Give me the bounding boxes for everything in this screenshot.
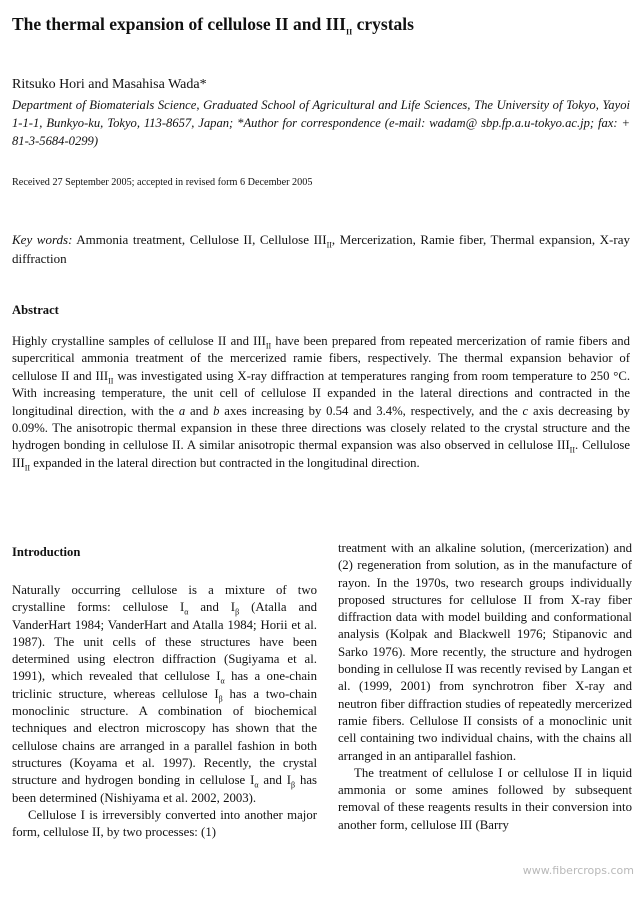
right-column xyxy=(338,540,632,834)
abstract-heading: Abstract xyxy=(12,303,59,317)
affiliation: Department of Biomaterials Science, Graduated School of Agricultural and Life Sciences, The University of Tokyo, Yayoi 1-1-1, Bunkyo-ku, Tokyo, 113-8657, Japan; *Author for correspondence (e-mail: wadam@ sbp.fp.a.u-tokyo.ac.jp; fax: + 81-3-5684-0299) xyxy=(12,98,630,148)
left-column xyxy=(12,582,317,841)
intro-paragraph-1: Naturally occurring cellulose is a mixture of two crystalline forms: cellulose $I_\alpha$ and $I_\beta$ (Atalla and VanderHart 1984; VanderHart and Atalla 1984; Horii et al. 1987). The unit cells of these structures have been determined using electron diffraction (Sugiyama et al. 1991), which revealed that cellulose $I_\alpha$ has a one-chain triclinic structure, whereas cellulose $I_\beta$ has a two-chain monoclinic structure. A combination of biochemical techniques and electron microscopy has shown that the cellulose chains are arranged in a parallel fashion in both structures (Koyama et al. 1997). Recently, the crystal structure and hydrogen bonding in cellulose $I_\alpha$ and $I_\beta$ has been determined (Nishiyama et al. 2002, 2003). xyxy=(12,583,318,805)
received-date: Received 27 September 2005; accepted in revised form 6 December 2005 xyxy=(12,177,313,188)
paper-title: The thermal expansion of cellulose II and $III_{II}$ crystals xyxy=(12,14,414,37)
keywords-label: Key words: xyxy=(12,232,73,247)
intro-paragraph-4: The treatment of cellulose I or cellulose II in liquid ammonia or some amines followed by subsequent removal of these reagents results in their conversion into another form, cellulose III (Barry xyxy=(338,765,632,832)
keywords: Key words: Ammonia treatment, Cellulose II, Cellulose $III_{II}$, Mercerization, Ramie fiber, Thermal expansion, X-ray diffraction xyxy=(12,232,630,266)
intro-paragraph-2: Cellulose I is irreversibly converted into another major form, cellulose II, by two processes: (1) xyxy=(12,807,317,840)
abstract-text: Highly crystalline samples of cellulose II and $III_{II}$ have been prepared from repeated mercerization of ramie fibers and supercritical ammonia treatment of the mercerized ramie fibers, respectively. The thermal expansion behavior of cellulose II and $III_{II}$ was investigated using X-ray diffraction at temperatures ranging from room temperature to 250 °C. With increasing temperature, the unit cell of cellulose II expanded in the lateral directions and contracted in the longitudinal direction, with the a and b axes increasing by 0.54 and 3.4%, respectively, and the c axis decreasing by 0.09%. The anisotropic thermal expansion in these three directions was closely related to the crystal structure and the hydrogen bonding in cellulose II. A similar anisotropic thermal expansion was also observed in cellulose $III_{II}$. Cellulose $III_{II}$ expanded in the lateral direction but contracted in the longitudinal direction. xyxy=(12,334,630,473)
watermark: www.fibercrops.com xyxy=(522,864,634,877)
intro-paragraph-3: treatment with an alkaline solution, (mercerization) and (2) regeneration from solution, as in the manufacture of rayon. In the 1970s, two research groups individually proposed structures for cellulose II from X-ray fiber diffraction data with model building and conformational analysis (Kolpak and Blackwell 1976; Stipanovic and Sarko 1976). More recently, the structure and hydrogen bonding in cellulose II was recently revised by Langan et al. (1999, 2001) from synchrotron fiber X-ray and neutron fiber diffraction studies of repeatedly mercerized ramie fibers. Cellulose II consists of a monoclinic unit cell containing two individual chains, with the chains all arranged in an antiparallel fashion. xyxy=(338,541,632,763)
author-list: Ritsuko Hori and Masahisa Wada* xyxy=(12,77,207,92)
introduction-heading: Introduction xyxy=(12,545,81,559)
